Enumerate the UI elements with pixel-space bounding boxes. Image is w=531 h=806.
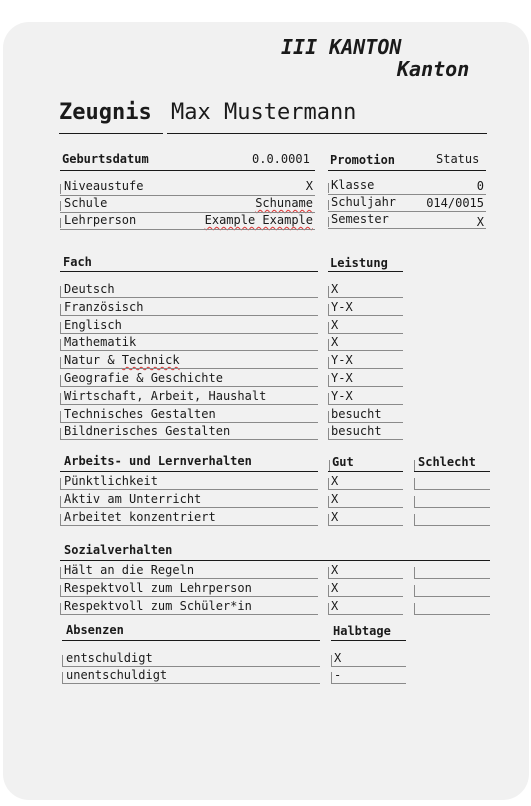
work-behavior-value: X	[331, 510, 339, 524]
info-right-label: Klasse	[331, 178, 375, 192]
subject-row-line	[60, 439, 318, 440]
subject-row-line	[60, 386, 318, 387]
subjects-heading: Fach	[63, 255, 92, 269]
work-behavior-name: Arbeitet konzentriert	[64, 510, 216, 524]
subject-value: Y-X	[331, 353, 353, 368]
subject-value-tick	[328, 428, 329, 439]
subject-value-tick	[328, 339, 329, 350]
subject-tick	[60, 375, 61, 386]
subject-value-line	[328, 439, 403, 440]
subject-name: Englisch	[64, 317, 122, 332]
kanton-title: III KANTON	[281, 35, 402, 59]
subjects-heading-underline	[60, 271, 318, 272]
social-behavior-bad-line	[414, 578, 490, 579]
absence-row-line	[62, 666, 320, 667]
subject-row-line	[60, 350, 318, 351]
social-behavior-name: Hält an die Regeln	[64, 563, 195, 577]
grade-heading: Leistung	[330, 256, 388, 270]
birthdate-value: 0.0.0001	[252, 152, 310, 166]
subject-value: X	[331, 335, 339, 350]
social-behavior-tick	[60, 603, 61, 614]
spellcheck-mark: Technick	[121, 353, 180, 368]
subject-value-tick	[328, 393, 329, 404]
info-left-tick	[60, 201, 61, 211]
absence-value-tick	[331, 672, 332, 683]
subject-value-tick	[328, 322, 329, 333]
subject-value-tick	[328, 304, 329, 315]
subject-value: Y-X	[331, 299, 353, 314]
bad-heading-underline	[414, 471, 490, 472]
work-behavior-bad-tick	[414, 496, 415, 507]
work-behavior-row-line	[60, 507, 318, 508]
social-behavior-row-line	[60, 614, 318, 615]
subject-name: Französisch	[64, 299, 144, 314]
absence-value-tick	[331, 655, 332, 666]
good-heading: Gut	[332, 455, 354, 469]
social-behavior-heading: Sozialverhalten	[64, 543, 173, 557]
subject-row-line	[60, 404, 318, 405]
subject-value-line	[328, 368, 403, 369]
subject-value-tick	[328, 357, 329, 368]
subject-tick	[60, 322, 61, 333]
social-behavior-row-line	[60, 596, 318, 597]
promotion-underline	[328, 170, 486, 171]
work-behavior-value-line	[328, 525, 403, 526]
subject-tick	[60, 286, 61, 297]
subject-name: Natur & Technick	[64, 353, 180, 368]
info-left-label: Niveaustufe	[64, 179, 144, 193]
social-behavior-value-line	[328, 596, 403, 597]
work-behavior-value: X	[331, 474, 339, 488]
subject-tick	[60, 304, 61, 315]
social-behavior-row-line	[60, 578, 318, 579]
subject-value: besucht	[331, 424, 382, 439]
social-behavior-bad-line	[414, 596, 490, 597]
subject-name: Deutsch	[64, 282, 115, 296]
info-left-value: Example Example	[204, 213, 313, 227]
absences-underline	[62, 640, 320, 641]
social-behavior-name: Respektvoll zum Schüler*in	[64, 599, 252, 613]
subject-value-line	[328, 315, 403, 316]
work-behavior-name: Aktiv am Unterricht	[64, 492, 202, 506]
absence-row-line	[62, 683, 320, 684]
work-behavior-row-line	[60, 525, 318, 526]
social-behavior-value: X	[331, 563, 339, 577]
kanton-subtitle: Kanton	[397, 57, 470, 81]
subject-name: Mathematik	[64, 335, 137, 350]
social-behavior-value: X	[331, 599, 339, 613]
social-behavior-value-tick	[328, 585, 329, 596]
work-behavior-value: X	[331, 492, 339, 506]
absences-heading: Absenzen	[66, 623, 124, 637]
work-behavior-bad-line	[414, 525, 490, 526]
absence-value: -	[334, 668, 342, 682]
social-behavior-bad-tick	[414, 603, 415, 614]
social-behavior-underline	[60, 560, 490, 561]
subject-value: besucht	[331, 406, 382, 421]
social-behavior-value-tick	[328, 567, 329, 578]
social-behavior-tick	[60, 585, 61, 596]
subject-tick	[60, 428, 61, 439]
info-left-label: Schule	[64, 196, 108, 210]
info-right-tick	[328, 217, 329, 227]
social-behavior-bad-line	[414, 614, 490, 615]
subject-value-line	[328, 350, 403, 351]
grade-heading-underline	[328, 271, 403, 272]
work-behavior-row-line	[60, 489, 318, 490]
subject-row-line	[60, 368, 318, 369]
work-behavior-bad-tick	[414, 514, 415, 525]
info-left-value: X	[305, 179, 313, 193]
info-right-tick	[328, 200, 329, 210]
promotion-status: Status	[436, 152, 480, 166]
info-right-row-line	[328, 228, 486, 229]
subject-value-line	[328, 404, 403, 405]
title-underline	[59, 133, 163, 134]
social-behavior-value: X	[331, 581, 339, 595]
work-behavior-value-line	[328, 507, 403, 508]
absence-value: X	[334, 651, 342, 665]
info-right-value: 014/0015	[426, 196, 484, 210]
work-behavior-underline	[60, 471, 318, 472]
work-behavior-value-tick	[328, 514, 329, 525]
absence-name: entschuldigt	[66, 651, 153, 665]
social-behavior-value-line	[328, 614, 403, 615]
halfdays-heading: Halbtage	[333, 624, 391, 638]
subject-value: X	[331, 317, 339, 332]
absence-name: unentschuldigt	[66, 668, 168, 682]
work-behavior-bad-tick	[414, 478, 415, 489]
document-title: Zeugnis	[59, 100, 152, 125]
subject-name: Bildnerisches Gestalten	[64, 424, 231, 439]
subject-value-tick	[328, 286, 329, 297]
info-left-tick	[60, 218, 61, 228]
subject-value-line	[328, 422, 403, 423]
work-behavior-value-line	[328, 489, 403, 490]
absence-value-line	[331, 683, 406, 684]
info-left-value: Schuname	[255, 196, 313, 210]
info-right-value: X	[476, 215, 484, 229]
subject-row-line	[60, 297, 318, 298]
info-right-value: 0	[476, 179, 484, 193]
info-right-label: Semester	[331, 212, 389, 226]
subject-value: Y-X	[331, 388, 353, 403]
name-underline	[167, 133, 487, 134]
subject-row-line	[60, 333, 318, 334]
work-behavior-bad-line	[414, 489, 490, 490]
work-behavior-tick	[60, 514, 61, 525]
work-behavior-name: Pünktlichkeit	[64, 474, 158, 488]
info-left-tick	[60, 184, 61, 194]
subject-value-line	[328, 386, 403, 387]
subject-value-line	[328, 333, 403, 334]
work-behavior-value-tick	[328, 496, 329, 507]
birthdate-underline	[60, 170, 315, 171]
subject-tick	[60, 339, 61, 350]
absence-tick	[62, 655, 63, 666]
info-left-row-line	[60, 229, 315, 230]
bad-heading: Schlecht	[418, 455, 476, 469]
subject-tick	[60, 393, 61, 404]
subject-name: Geografie & Geschichte	[64, 371, 223, 385]
info-right-label: Schuljahr	[331, 195, 397, 209]
student-name: Max Mustermann	[171, 100, 357, 125]
good-heading-underline	[328, 471, 403, 472]
social-behavior-bad-tick	[414, 567, 415, 578]
absence-value-line	[331, 666, 406, 667]
birthdate-label: Geburtsdatum	[62, 152, 149, 166]
subject-value-line	[328, 297, 403, 298]
work-behavior-heading: Arbeits- und Lernverhalten	[64, 454, 252, 468]
info-left-label: Lehrperson	[64, 213, 137, 227]
social-behavior-name: Respektvoll zum Lehrperson	[64, 581, 252, 595]
subject-tick	[60, 357, 61, 368]
subject-name: Wirtschaft, Arbeit, Haushalt	[64, 388, 267, 403]
work-behavior-value-tick	[328, 478, 329, 489]
subject-row-line	[60, 422, 318, 423]
subject-name: Technisches Gestalten	[64, 406, 216, 421]
work-behavior-bad-line	[414, 507, 490, 508]
subject-tick	[60, 411, 61, 422]
info-right-tick	[328, 183, 329, 193]
work-behavior-tick	[60, 478, 61, 489]
work-behavior-tick	[60, 496, 61, 507]
subject-row-line	[60, 315, 318, 316]
halfdays-underline	[331, 640, 406, 641]
good-heading-tick	[329, 460, 330, 471]
social-behavior-value-tick	[328, 603, 329, 614]
subject-value-tick	[328, 375, 329, 386]
subject-value: X	[331, 282, 339, 296]
absence-tick	[62, 672, 63, 683]
subject-value: Y-X	[331, 371, 353, 385]
social-behavior-value-line	[328, 578, 403, 579]
subject-value-tick	[328, 411, 329, 422]
promotion-label: Promotion	[330, 153, 396, 167]
social-behavior-tick	[60, 567, 61, 578]
social-behavior-bad-tick	[414, 585, 415, 596]
bad-heading-tick	[414, 460, 415, 471]
